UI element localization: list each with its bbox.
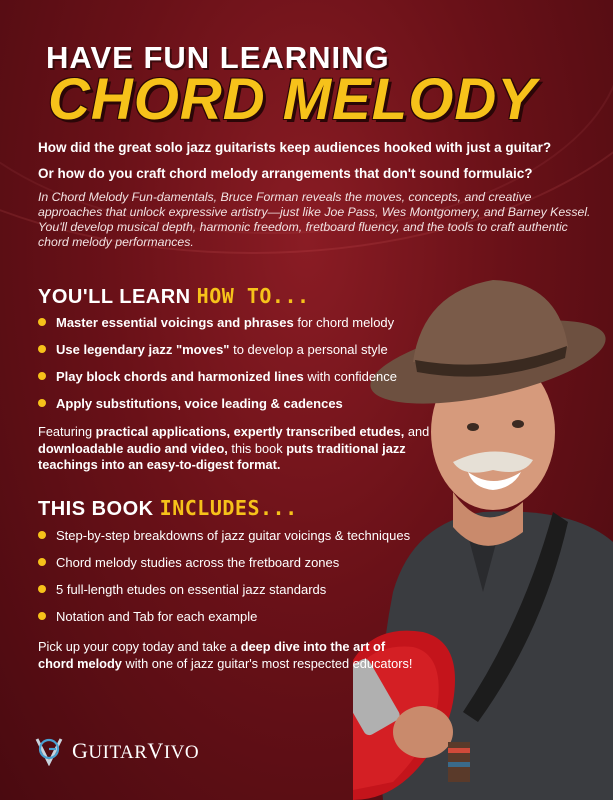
list-item (38, 608, 458, 635)
book-heading-accent: INCLUDES... (159, 496, 298, 520)
list-item (38, 368, 458, 395)
item-bold: Play block chords and harmonized lines (56, 369, 304, 384)
features-paragraph (38, 424, 438, 474)
text-bold: puts traditional jazz teachings into an easy-to-digest format. (38, 440, 406, 472)
learn-list (38, 314, 458, 422)
closing-paragraph (38, 639, 418, 672)
bullet-icon (38, 612, 46, 620)
question-1: How did the great solo jazz guitarists keep audiences hooked with just a guitar? (38, 140, 552, 155)
item-bold: Apply substitutions, voice leading & cadences (56, 396, 343, 411)
brand-part: G (72, 738, 89, 763)
guitarvivo-logo-icon (34, 736, 64, 766)
text-span: this book (227, 440, 287, 456)
text-span: with one of jazz guitar's most respected educators! (121, 655, 413, 671)
question-2: Or how do you craft chord melody arrangements that don't sound formulaic? (38, 166, 533, 181)
title-kicker: HAVE FUN LEARNING (46, 40, 390, 75)
book-heading-main: THIS BOOK (38, 498, 160, 520)
text-span: Featuring (38, 424, 96, 439)
list-item (38, 341, 458, 368)
bullet-icon (38, 585, 46, 593)
bullet-icon (38, 372, 46, 380)
guitarvivo-logo (34, 736, 199, 766)
list-item (38, 395, 458, 422)
book-heading (38, 496, 298, 521)
item-text: Step-by-step breakdowns of jazz guitar voicings & techniques (56, 528, 411, 543)
list-item (38, 314, 458, 341)
intro-paragraph: In Chord Melody Fun-damentals, Bruce Forman reveals the moves, concepts, and creative approaches that unlock expressive artistry—just like Joe Pass, Wes Montgomery, and Barney Kessel. You'll develop musical depth, harmonic freedom, fretboard fluency, and the tools to craft authentic chord melody performances. (38, 190, 591, 249)
text-bold: downloadable audio and video, (38, 440, 228, 456)
bullet-icon (38, 399, 46, 407)
learn-heading-accent: HOW TO... (196, 284, 310, 308)
item-rest: to develop a personal style (229, 342, 388, 357)
item-bold: Use legendary jazz "moves" (56, 342, 230, 357)
item-text: Chord melody studies across the fretboard zones (56, 555, 340, 570)
list-item (38, 554, 458, 581)
item-text: Notation and Tab for each example (56, 609, 258, 624)
brand-part: UITAR (88, 742, 148, 763)
bullet-icon (38, 558, 46, 566)
brand-part: V (147, 738, 164, 763)
list-item (38, 581, 458, 608)
brand-part: IVO (163, 742, 200, 763)
bullet-icon (38, 531, 46, 539)
page-title: CHORD MELODY (48, 67, 537, 132)
item-bold: Master essential voicings and phrases (56, 315, 294, 330)
item-rest: for chord melody (293, 315, 395, 330)
item-rest: with confidence (303, 369, 398, 384)
list-item (38, 527, 458, 554)
brand-name (72, 738, 199, 764)
text-bold: deep dive into the art of chord melody (38, 639, 386, 671)
text-span: Pick up your copy today and take a (38, 639, 241, 654)
learn-heading (38, 284, 310, 309)
text-bold: practical applications, expertly transcribed etudes, (95, 424, 405, 439)
bullet-icon (38, 318, 46, 326)
book-list (38, 527, 458, 635)
text-span: and (404, 424, 430, 439)
bullet-icon (38, 345, 46, 353)
learn-heading-main: YOU'LL LEARN (38, 286, 197, 308)
item-text: 5 full-length etudes on essential jazz standards (56, 582, 327, 597)
